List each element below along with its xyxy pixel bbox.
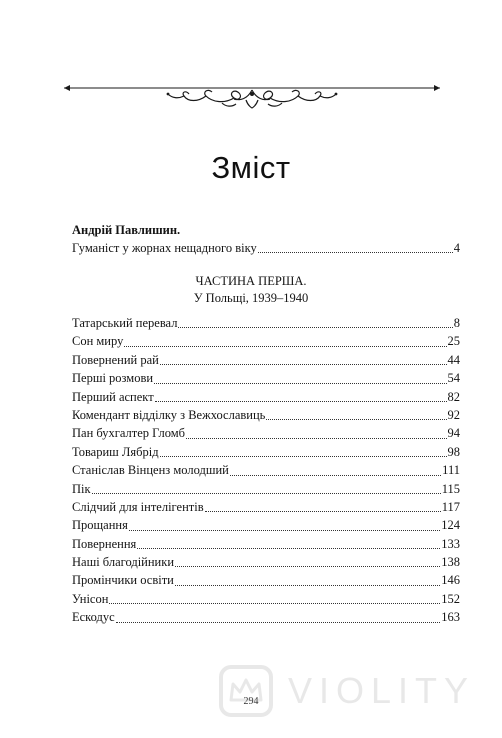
toc-entry [72, 480, 460, 498]
toc-entry [72, 424, 460, 442]
toc-entry [72, 608, 460, 626]
toc-entry-page: 54 [447, 371, 460, 386]
toc-entry [72, 369, 460, 387]
dot-leader [178, 327, 452, 328]
toc-entry [72, 406, 460, 424]
dot-leader [186, 438, 447, 439]
toc-entry [72, 498, 460, 516]
toc-entry-title: Комендант відділку з Вежхославиць [72, 407, 266, 422]
toc-entry [72, 553, 460, 571]
dot-leader [124, 346, 446, 347]
toc-entry-page: 25 [447, 334, 460, 349]
decorative-ornament [62, 76, 442, 112]
dot-leader [137, 548, 440, 549]
dot-leader [160, 364, 447, 365]
toc-entry-title: Перші розмови [72, 371, 154, 386]
toc-entry-title: Ескодус [72, 610, 115, 625]
toc-entry-page: 133 [441, 536, 460, 551]
toc-entry [72, 590, 460, 608]
toc-entry-title: Слідчий для інтелігентів [72, 499, 204, 514]
dot-leader [258, 252, 453, 253]
toc-entry [72, 516, 460, 534]
dot-leader [175, 566, 440, 567]
toc-entry [72, 388, 460, 406]
toc-entry-page: 152 [441, 591, 460, 606]
intro-author: Андрій Павлишин. [72, 223, 181, 237]
toc-entry-page: 163 [441, 610, 460, 625]
part-title: ЧАСТИНА ПЕРША. [195, 274, 307, 288]
part-heading [0, 273, 502, 307]
dot-leader [230, 475, 441, 476]
page-number: 294 [243, 696, 259, 707]
dot-leader [116, 622, 441, 623]
toc-entry-title: Товариш Лябрід [72, 444, 159, 459]
dot-leader [129, 530, 440, 531]
intro-entry [72, 222, 460, 257]
toc-entry [72, 332, 460, 350]
toc-entry-title: Пан бухгалтер Гломб [72, 426, 185, 441]
part-subtitle: У Польщі, 1939–1940 [193, 291, 309, 305]
toc-entry-page: 8 [453, 315, 460, 330]
dot-leader [92, 493, 441, 494]
toc-entry-page: 111 [442, 463, 460, 478]
toc-entry-page: 44 [447, 352, 460, 367]
toc-entry-title: Повернений рай [72, 352, 159, 367]
dot-leader [205, 511, 441, 512]
toc-entry-page: 92 [447, 407, 460, 422]
toc-entry-page: 117 [441, 499, 460, 514]
toc-entry [72, 535, 460, 553]
toc-entry-page: 94 [447, 426, 460, 441]
watermark [218, 664, 488, 718]
toc-list [72, 314, 460, 627]
toc-entry [72, 314, 460, 332]
toc-entry-title: Прощання [72, 518, 128, 533]
toc-entry-page: 138 [441, 555, 460, 570]
dot-leader [155, 401, 447, 402]
toc-entry [72, 571, 460, 589]
dot-leader [109, 603, 440, 604]
dot-leader [160, 456, 447, 457]
toc-entry-page: 124 [441, 518, 460, 533]
toc-entry-page: 82 [447, 389, 460, 404]
dot-leader [266, 419, 446, 420]
toc-entry-page: 146 [441, 573, 460, 588]
toc-entry-title: Наші благодійники [72, 555, 175, 570]
toc-entry-title: Унісон [72, 591, 109, 606]
toc-entry-title: Сон миру [72, 334, 124, 349]
crown-icon [218, 664, 274, 718]
page-title: Зміст [211, 150, 291, 185]
toc-entry-title: Станіслав Вінценз молодший [72, 463, 229, 478]
watermark-text: VIOLITY [288, 670, 476, 711]
toc-entry-title: Татарський перевал [72, 315, 178, 330]
toc-entry-page: 115 [441, 481, 460, 496]
dot-leader [154, 383, 446, 384]
toc-entry [72, 461, 460, 479]
toc-entry-intro [72, 239, 460, 257]
toc-entry [72, 443, 460, 461]
toc-entry-title: Перший аспект [72, 389, 154, 404]
toc-entry-title: Гуманіст у жорнах нещадного віку [72, 240, 257, 255]
toc-entry-page: 98 [447, 444, 460, 459]
toc-entry-title: Пік [72, 481, 91, 496]
toc-entry [72, 351, 460, 369]
dot-leader [175, 585, 440, 586]
toc-entry-title: Промінчики освіти [72, 573, 174, 588]
toc-entry-page: 4 [453, 240, 460, 255]
toc-entry-title: Повернення [72, 536, 137, 551]
